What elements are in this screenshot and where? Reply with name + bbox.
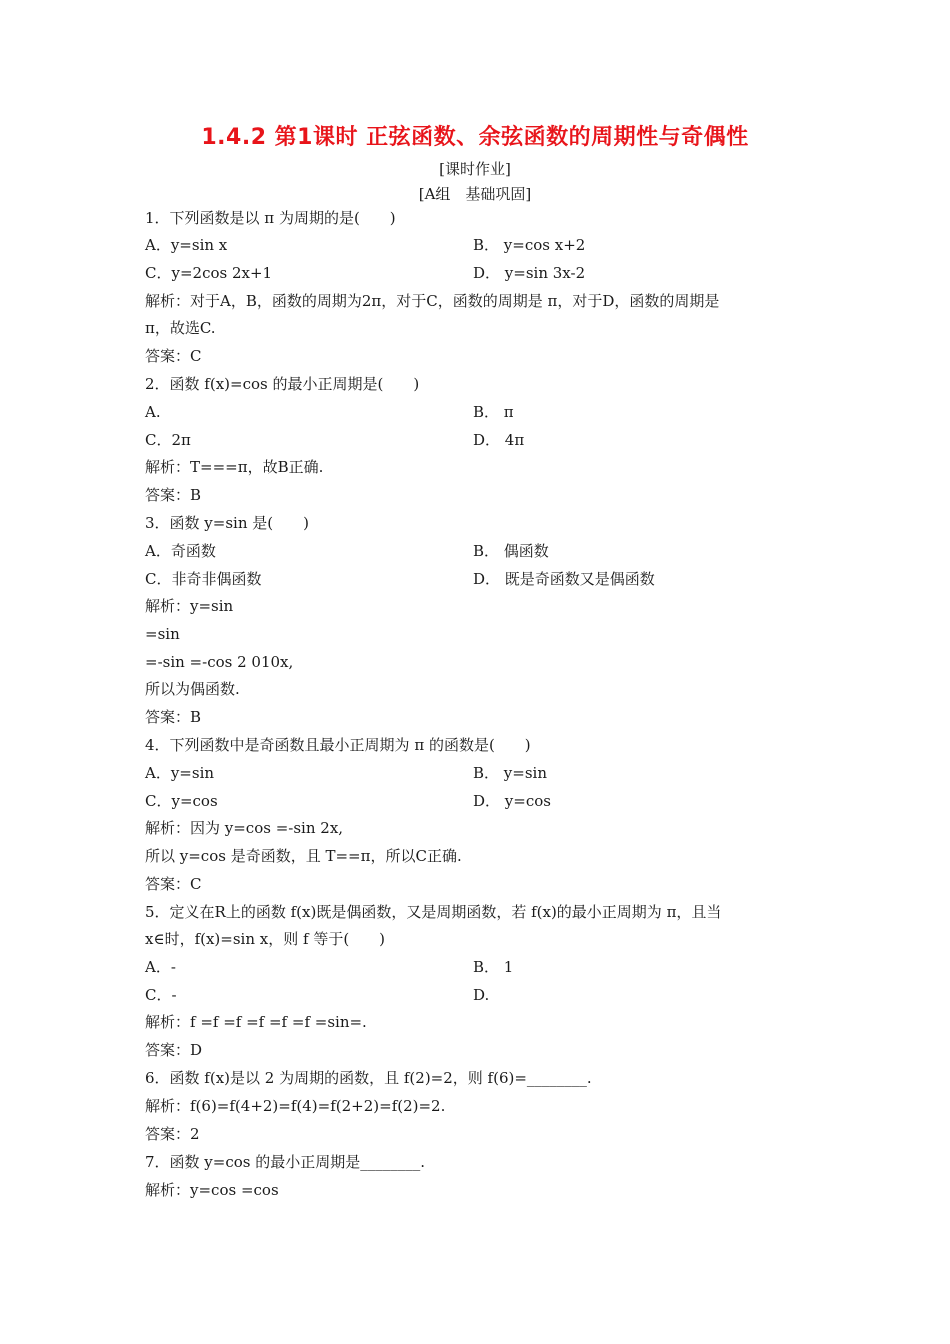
question-3-stem: 3．函数 y=sin 是( ) <box>145 514 309 532</box>
question-1-stem: 1．下列函数是以 π 为周期的是( ) <box>145 209 396 227</box>
page-subtitle: [课时作业] <box>439 160 511 178</box>
question-1-option-a: A．y=sin x <box>145 236 228 254</box>
question-5-stem-cont: x∈时，f(x)=sin x，则 f 等于( ) <box>145 930 386 948</box>
question-3-option-d: D． 既是奇函数又是偶函数 <box>473 570 655 588</box>
question-5-answer: 答案：D <box>145 1041 203 1059</box>
question-1-analysis-cont: π，故选C. <box>145 319 216 337</box>
question-6-answer: 答案：2 <box>145 1125 200 1143</box>
question-4-option-d: D． y=cos <box>473 792 551 810</box>
question-3-answer: 答案：B <box>145 708 202 726</box>
question-2-stem: 2．函数 f(x)=cos 的最小正周期是( ) <box>145 375 420 393</box>
question-2-option-b: B． π <box>473 403 514 421</box>
question-5-stem: 5．定义在R上的函数 f(x)既是偶函数，又是周期函数，若 f(x)的最小正周期为 π，且当 <box>145 903 722 921</box>
question-4-option-a: A．y=sin <box>145 764 215 782</box>
question-6-stem: 6．函数 f(x)是以 2 为周期的函数，且 f(2)=2，则 f(6)=________. <box>145 1069 592 1087</box>
question-3-analysis-conclusion: 所以为偶函数. <box>145 680 240 698</box>
question-3-analysis-step-3: =-sin =-cos 2 010x, <box>145 653 294 671</box>
question-3-analysis: 解析：y=sin <box>145 597 234 615</box>
question-4-option-c: C．y=cos <box>145 792 218 810</box>
question-3-option-b: B． 偶函数 <box>473 542 549 560</box>
question-2-option-d: D． 4π <box>473 431 525 449</box>
question-2-option-a: A. <box>145 403 161 421</box>
question-5-analysis: 解析：f =f =f =f =f =f =sin=. <box>145 1013 367 1031</box>
question-5-option-d: D. <box>473 986 490 1004</box>
question-5-option-c: C．- <box>145 986 177 1004</box>
question-7-stem: 7．函数 y=cos 的最小正周期是________. <box>145 1153 426 1171</box>
question-7-analysis: 解析：y=cos =cos <box>145 1181 279 1199</box>
question-3-analysis-step-2: =sin <box>145 625 180 643</box>
question-2-option-c: C．2π <box>145 431 191 449</box>
question-1-answer: 答案：C <box>145 347 202 365</box>
question-3-option-c: C．非奇非偶函数 <box>145 570 262 588</box>
question-6-analysis: 解析：f(6)=f(4+2)=f(4)=f(2+2)=f(2)=2. <box>145 1097 446 1115</box>
question-4-stem: 4．下列函数中是奇函数且最小正周期为 π 的函数是( ) <box>145 736 531 754</box>
group-heading: [A组 基础巩固] <box>418 185 532 203</box>
question-3-option-a: A．奇函数 <box>145 542 216 560</box>
question-1-option-d: D． y=sin 3x-2 <box>473 264 586 282</box>
page-title: 1.4.2 第1课时 正弦函数、余弦函数的周期性与奇偶性 <box>201 125 749 150</box>
question-4-option-b: B． y=sin <box>473 764 547 782</box>
question-4-analysis: 解析：因为 y=cos =-sin 2x, <box>145 819 344 837</box>
question-4-answer: 答案：C <box>145 875 202 893</box>
question-5-option-a: A．- <box>145 958 176 976</box>
question-1-option-c: C．y=2cos 2x+1 <box>145 264 273 282</box>
question-1-option-b: B． y=cos x+2 <box>473 236 586 254</box>
question-2-analysis: 解析：T===π，故B正确. <box>145 458 324 476</box>
question-1-analysis: 解析：对于A，B，函数的周期为2π，对于C，函数的周期是 π，对于D，函数的周期是 <box>145 292 720 310</box>
question-5-option-b: B． 1 <box>473 958 514 976</box>
question-4-analysis-cont: 所以 y=cos 是奇函数，且 T==π，所以C正确. <box>145 847 462 865</box>
question-2-answer: 答案：B <box>145 486 202 504</box>
